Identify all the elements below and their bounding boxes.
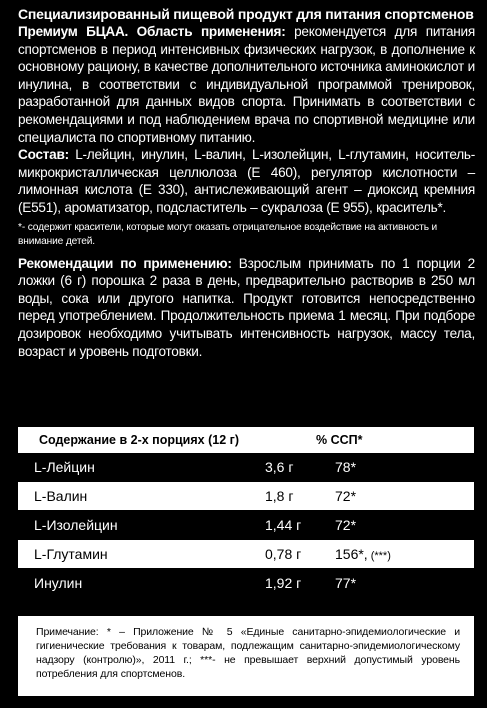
row-name: L-Изолейцин [34,517,118,533]
row-percent-extra: (***) [370,550,391,562]
table-header [18,427,474,453]
row-name: L-Глутамин [34,546,108,562]
nutrition-table [18,427,474,598]
row-amount: 3,6 г [265,459,294,475]
composition-label: Состав: [18,147,69,163]
usage-paragraph [18,255,475,361]
row-amount: 1,92 г [265,575,302,591]
row-name: Инулин [34,575,83,591]
footnote: Примечание: * – Приложение № 5 «Единые санитарно-эпидемиологические и гигиенические требования к товарам, подлежащим санитарно-эпидемиологическому надзору (контролю)», 2011 г.; ***- не превышает верхний допустимый уровень потребления для спортсменов. [18,616,474,696]
row-percent-cell [335,459,465,475]
table-row [18,569,474,598]
purpose-label: Премиум БЦАА. Область применения: [18,24,286,39]
purpose-paragraph [18,23,475,146]
row-percent: 77* [335,575,357,591]
composition-text: L-лейцин, инулин, L-валин, L-изолейцин, L-глутамин, носитель- микрокристаллическая целлюлоза (E 460), регулятор кислотности – лимонная кислота (E 330), антислеживающий агент – диоксид кремния (E551), ароматизатор, подсластитель – сукралоза (E 955), краситель*. [18,147,476,215]
usage-label: Рекомендации по применению: [18,255,232,271]
row-percent: 156*, [335,546,368,562]
row-amount: 0,78 г [265,546,302,562]
row-percent: 78* [335,459,357,475]
row-percent: 72* [335,517,357,533]
table-body [18,453,474,598]
table-row [18,511,474,540]
row-name: L-Лейцин [34,459,95,475]
row-percent-cell [335,517,465,533]
row-amount: 1,44 г [265,517,302,533]
table-row [18,453,474,482]
row-name: L-Валин [34,488,88,504]
dye-warning: *- содержит красители, которые могут оказать отрицательное воздействие на активность и внимание детей. [18,221,438,247]
row-percent: 72* [335,488,357,504]
composition-paragraph [18,146,475,216]
header-content: Содержание в 2-х порциях (12 г) [39,433,239,447]
table-row [18,482,474,511]
row-percent-cell [335,546,465,562]
usage-text: Взрослым принимать по 1 порции 2 ложки (6 г) порошка 2 раза в день, предварительно растворив в 250 мл воды, сока или другого напитка. Продукт готовится непосредственно перед употреблением. Продолжительность приема 1 месяц. При подборе дозировок необходимо учитывать интенсивность нагрузок, массу тела, возраст и уровень подготовки. [18,255,475,359]
purpose-text: рекомендуется для питания спортсменов в период интенсивных физических нагрузок, в дополнение к основному рациону, в качестве дополнительного источника аминокислот и инулина, в соответствии с индивидуальной программой тренировок, разработанной для данных видов спорта. Принимать в соответствии с рекомендациями и под наблюдением врача по спортивной медицине или специалиста по спортивному питанию. [18,24,476,145]
row-amount: 1,8 г [265,488,294,504]
row-percent-cell [335,488,465,504]
product-title: Специализированный пищевой продукт для питания спортсменов [18,6,474,22]
row-percent-cell [335,575,465,591]
header-percent: % ССП* [316,433,363,447]
table-row [18,540,474,569]
